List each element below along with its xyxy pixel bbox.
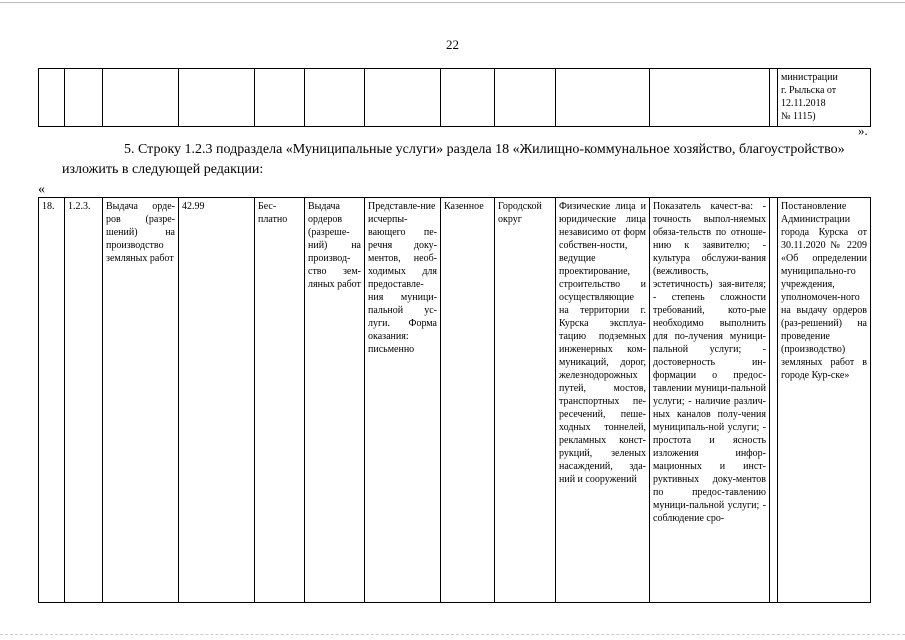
cell-line: министрации xyxy=(781,72,838,83)
cell-service-name: Выдача орде-ров (разре-шений) на производство земляных работ xyxy=(103,198,179,603)
cell-quality-indicators: Показатель качест-ва: - точность выпол-няемых обяза-тельств по отноше-нию к заявителю; - культура обслужи-вания (вежливость, эстетичность) зая-вителя; - степень сложности требований, кото-рые необходимо выполнить для по-лучения муници-пальной услуги; - достоверность ин-формации о предос-тавлении муници-пальной услуги; - наличие различ-ных каналов полу-чения муниципаль-ной услуги; - простота и ясность изложения инфор-мационных и инст-руктивных доку-ментов по предос-тавлению муници-пальной услуги; - соблюдение сро- xyxy=(650,198,770,603)
paragraph-line: изложить в следующей редакции: xyxy=(62,162,264,177)
cell-code: 1.2.3. xyxy=(65,198,103,603)
opening-quote: « xyxy=(38,182,45,197)
cell-description: Представле-ние исчерпы-вающего пе-речня доку-ментов, необ-ходимых для предоставле-ния муници-пальной ус-луги. Форма оказания: письменно xyxy=(365,198,441,603)
cell-empty xyxy=(770,198,778,603)
table-cell xyxy=(770,69,778,127)
table-cell xyxy=(103,69,179,127)
cell-payment: Бес-платно xyxy=(255,198,305,603)
table-row xyxy=(39,198,871,603)
table-cell xyxy=(365,69,441,127)
table-cell xyxy=(650,69,770,127)
table-cell xyxy=(255,69,305,127)
cell-line: г. Рыльска от xyxy=(781,85,837,96)
table-cell xyxy=(305,69,365,127)
table-cell xyxy=(556,69,650,127)
cell-consumers: Физические лица и юридические лица независимо от форм собствен-ности, ведущие проектирование, строительство и осуществляющие на территории г. Курска эксплуа-тацию подземных инженерных ком-муникаций, дорог, железнодорожных путей, мостов, транспортных пе-ресечений, пеше-ходных тоннелей, рекламных конст-рукций, зеленых насаждений, зда-ний и сооружений xyxy=(556,198,650,603)
cell-institution-type: Казенное xyxy=(441,198,495,603)
table-cell xyxy=(39,69,65,127)
table-cell xyxy=(65,69,103,127)
previous-table-fragment xyxy=(38,68,871,127)
cell-regulation: Постановление Администрации города Курска от 30.11.2020 № 2209 «Об определении муниципально-го учреждения, уполномочен-ного на выдачу ордеров (раз-решений) на проведение (производство) земляных работ в городе Кур-ске» xyxy=(778,198,871,603)
table-cell xyxy=(441,69,495,127)
scan-top-edge xyxy=(0,2,905,3)
table-row xyxy=(39,69,871,127)
services-table xyxy=(38,197,871,603)
table-cell xyxy=(495,69,556,127)
cell-okved: 42.99 xyxy=(179,198,255,603)
scan-bottom-edge xyxy=(0,634,905,635)
cell-row-number: 18. xyxy=(39,198,65,603)
cell-content: Выдача ордеров (разреше-ний) на производ-ство зем-ляных работ xyxy=(305,198,365,603)
page-number: 22 xyxy=(446,37,459,52)
paragraph-line: 5. Строку 1.2.3 подраздела «Муниципальные услуги» раздела 18 «Жилищно-коммунальное хозяйство, благоустройство» xyxy=(124,142,845,157)
amendment-paragraph xyxy=(62,140,884,180)
cell-line: № 1115) xyxy=(781,111,816,122)
cell-line: 12.11.2018 xyxy=(781,98,826,109)
cell-territory: Городской округ xyxy=(495,198,556,603)
table-cell-regulation xyxy=(778,69,871,127)
closing-quote: ». xyxy=(858,123,868,138)
table-cell xyxy=(179,69,255,127)
